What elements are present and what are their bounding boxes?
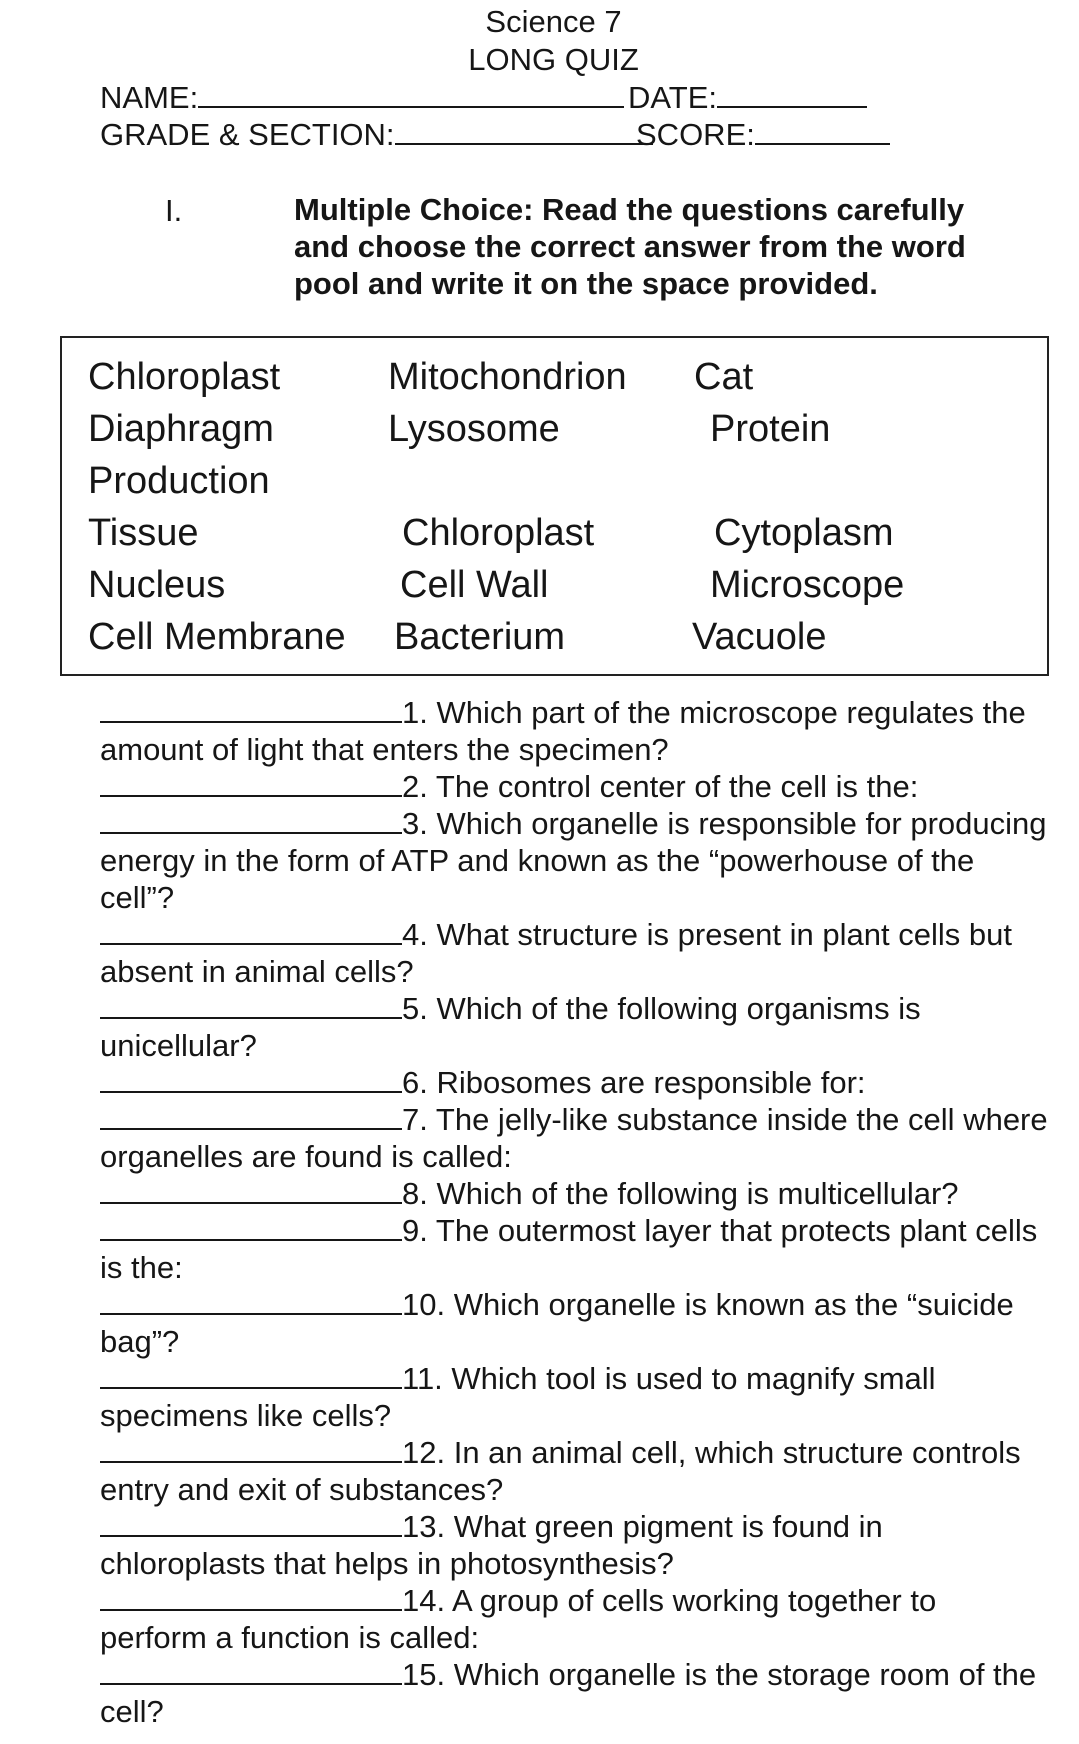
- word-pool-box: [60, 336, 1049, 676]
- word-pool-item: Mitochondrion: [388, 356, 627, 398]
- word-pool-item: Tissue: [88, 512, 199, 554]
- question-9: 9. The outermost layer that protects plant cells is the:: [100, 1213, 1038, 1285]
- question-3: 3. Which organelle is responsible for producing energy in the form of ATP and known as the “powerhouse of the cell”?: [100, 806, 1047, 915]
- answer-blank[interactable]: [100, 991, 402, 1019]
- word-pool-item: Production: [88, 460, 270, 502]
- answer-blank[interactable]: [100, 1287, 402, 1315]
- word-pool-item: Cell Membrane: [88, 616, 346, 658]
- question-2: 2. The control center of the cell is the:: [100, 768, 1050, 805]
- question-8: 8. Which of the following is multicellular?: [100, 1175, 1050, 1212]
- question-15: 15. Which organelle is the storage room of the cell?: [100, 1657, 1037, 1729]
- word-pool-item: Cat: [694, 356, 754, 398]
- name-label: NAME:: [100, 80, 199, 115]
- answer-blank[interactable]: [100, 1065, 402, 1093]
- answer-blank[interactable]: [100, 1509, 402, 1537]
- score-label: SCORE:: [636, 117, 755, 152]
- question-4: 4. What structure is present in plant cells but absent in animal cells?: [100, 917, 1012, 989]
- name-line[interactable]: [198, 105, 624, 108]
- word-pool-item: Vacuole: [692, 616, 827, 658]
- word-pool-item: Nucleus: [88, 564, 226, 606]
- word-pool-item: Chloroplast: [88, 356, 281, 398]
- answer-blank[interactable]: [100, 1583, 402, 1611]
- question-11: 11. Which tool is used to magnify small specimens like cells?: [100, 1361, 936, 1433]
- question-1: 1. Which part of the microscope regulates the amount of light that enters the specimen?: [100, 695, 1026, 767]
- question-13: 13. What green pigment is found in chloroplasts that helps in photosynthesis?: [100, 1509, 883, 1581]
- word-pool-item: Protein: [710, 408, 831, 450]
- grade-section-field[interactable]: [100, 117, 653, 153]
- word-pool-item: Cytoplasm: [714, 512, 894, 554]
- section-instructions: Multiple Choice: Read the questions carefully and choose the correct answer from the word pool and write it on the space provided.: [294, 192, 966, 301]
- answer-blank[interactable]: [100, 1176, 402, 1204]
- word-pool-item: Microscope: [710, 564, 905, 606]
- question-7: 7. The jelly-like substance inside the cell where organelles are found is called:: [100, 1102, 1048, 1174]
- name-field[interactable]: [100, 80, 624, 116]
- answer-blank[interactable]: [100, 1657, 402, 1685]
- word-pool-item: Lysosome: [388, 408, 560, 450]
- section-numeral: I.: [165, 193, 183, 228]
- answer-blank[interactable]: [100, 1213, 402, 1241]
- answer-blank[interactable]: [100, 1361, 402, 1389]
- date-label: DATE:: [628, 80, 717, 115]
- word-pool-item: Bacterium: [394, 616, 566, 658]
- score-field[interactable]: [636, 117, 890, 153]
- answer-blank[interactable]: [100, 695, 402, 723]
- date-line[interactable]: [717, 105, 867, 108]
- score-line[interactable]: [755, 142, 890, 145]
- quiz-subject: Science 7: [485, 4, 622, 39]
- word-pool-item: Chloroplast: [402, 512, 595, 554]
- word-pool-item: Cell Wall: [400, 564, 549, 606]
- answer-blank[interactable]: [100, 1102, 402, 1130]
- date-field[interactable]: [628, 80, 867, 116]
- question-5: 5. Which of the following organisms is unicellular?: [100, 991, 921, 1063]
- answer-blank[interactable]: [100, 806, 402, 834]
- answer-blank[interactable]: [100, 1435, 402, 1463]
- answer-blank[interactable]: [100, 769, 402, 797]
- grade-section-line[interactable]: [395, 142, 653, 145]
- word-pool-item: Diaphragm: [88, 408, 274, 450]
- question-10: 10. Which organelle is known as the “suicide bag”?: [100, 1287, 1014, 1359]
- question-14: 14. A group of cells working together to perform a function is called:: [100, 1583, 937, 1655]
- grade-section-label: GRADE & SECTION:: [100, 117, 395, 152]
- quiz-type: LONG QUIZ: [468, 42, 639, 77]
- question-12: 12. In an animal cell, which structure controls entry and exit of substances?: [100, 1435, 1021, 1507]
- question-6: 6. Ribosomes are responsible for:: [100, 1064, 1050, 1101]
- answer-blank[interactable]: [100, 917, 402, 945]
